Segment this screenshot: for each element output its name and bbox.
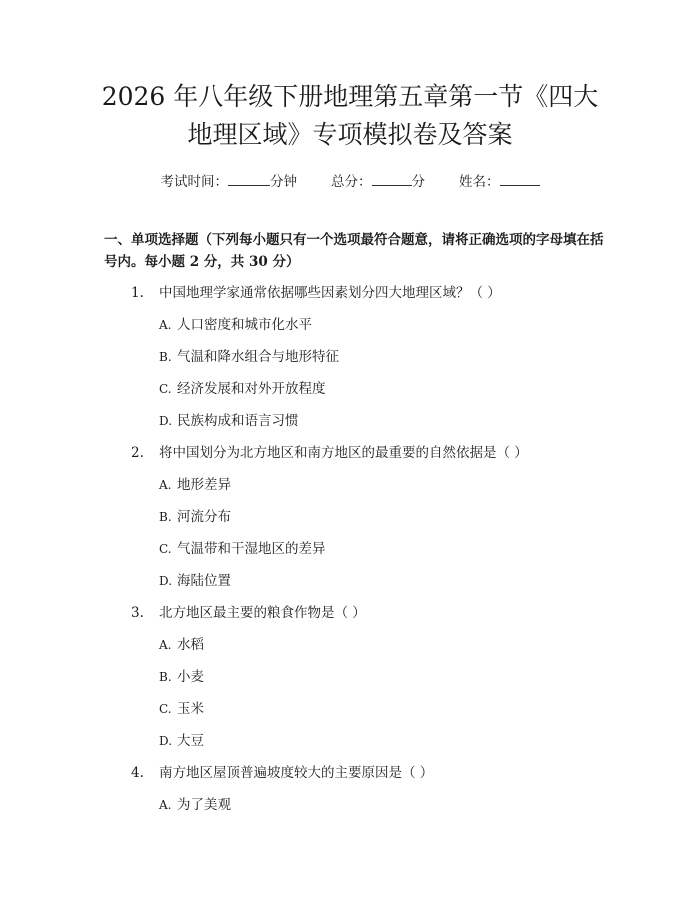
option-1c[interactable]	[159, 377, 326, 397]
option-3b[interactable]	[159, 665, 204, 685]
section-heading: 一、单项选择题（下列每小题只有一个选项最符合题意，请将正确选项的字母填在括号内。每小题 2 分，共 30 分）	[104, 232, 604, 270]
option-text: 气温和降水组合与地形特征	[177, 349, 339, 365]
option-letter: A.	[159, 478, 172, 492]
score-label: 总分：	[331, 174, 372, 190]
option-3d[interactable]	[159, 729, 204, 749]
question-3	[131, 601, 366, 621]
option-4a[interactable]	[159, 793, 231, 813]
option-letter: C.	[159, 382, 172, 396]
option-letter: B.	[159, 670, 172, 684]
option-3a[interactable]	[159, 633, 204, 653]
question-number: 2.	[131, 445, 144, 461]
option-letter: A.	[159, 638, 172, 652]
option-1a[interactable]	[159, 313, 312, 333]
option-text: 小麦	[177, 669, 204, 685]
option-letter: B.	[159, 510, 172, 524]
question-text: 中国地理学家通常依据哪些因素划分四大地理区域？（ ）	[159, 285, 501, 301]
option-2d[interactable]	[159, 569, 231, 589]
title-line-2: 地理区域》专项模拟卷及答案	[187, 120, 513, 149]
option-text: 大豆	[177, 733, 204, 749]
option-text: 海陆位置	[177, 573, 231, 589]
option-letter: B.	[159, 350, 172, 364]
option-text: 气温带和干湿地区的差异	[177, 541, 326, 557]
option-letter: D.	[159, 734, 173, 748]
option-letter: A.	[159, 318, 172, 332]
name-blank[interactable]	[500, 173, 540, 186]
exam-meta	[0, 170, 700, 190]
score-unit: 分	[411, 174, 425, 190]
option-text: 地形差异	[177, 477, 231, 493]
question-2	[131, 441, 528, 461]
option-2a[interactable]	[159, 473, 231, 493]
option-letter: D.	[159, 414, 173, 428]
option-text: 为了美观	[177, 797, 231, 813]
score-blank[interactable]	[372, 173, 412, 186]
name-label: 姓名：	[459, 174, 500, 190]
option-text: 河流分布	[177, 509, 231, 525]
title-line-1: 2026 年八年级下册地理第五章第一节《四大	[101, 82, 599, 111]
question-text: 南方地区屋顶普遍坡度较大的主要原因是（ ）	[159, 765, 434, 781]
option-text: 民族构成和语言习惯	[177, 413, 299, 429]
time-blank[interactable]	[228, 173, 270, 186]
question-number: 3.	[131, 605, 144, 621]
option-2b[interactable]	[159, 505, 231, 525]
time-unit: 分钟	[270, 174, 297, 190]
option-text: 水稻	[177, 637, 204, 653]
question-text: 北方地区最主要的粮食作物是（ ）	[159, 605, 366, 621]
option-2c[interactable]	[159, 537, 326, 557]
question-text: 将中国划分为北方地区和南方地区的最重要的自然依据是（ ）	[159, 445, 528, 461]
page-title	[60, 78, 640, 154]
time-label: 考试时间：	[160, 174, 228, 190]
option-letter: C.	[159, 542, 172, 556]
option-letter: C.	[159, 702, 172, 716]
option-text: 经济发展和对外开放程度	[177, 381, 326, 397]
question-4	[131, 761, 433, 781]
option-3c[interactable]	[159, 697, 204, 717]
option-1b[interactable]	[159, 345, 339, 365]
option-text: 玉米	[177, 701, 204, 717]
option-letter: D.	[159, 574, 173, 588]
option-text: 人口密度和城市化水平	[177, 317, 312, 333]
question-number: 1.	[131, 285, 144, 301]
option-1d[interactable]	[159, 409, 299, 429]
question-1	[131, 281, 501, 301]
option-letter: A.	[159, 798, 172, 812]
question-number: 4.	[131, 765, 144, 781]
